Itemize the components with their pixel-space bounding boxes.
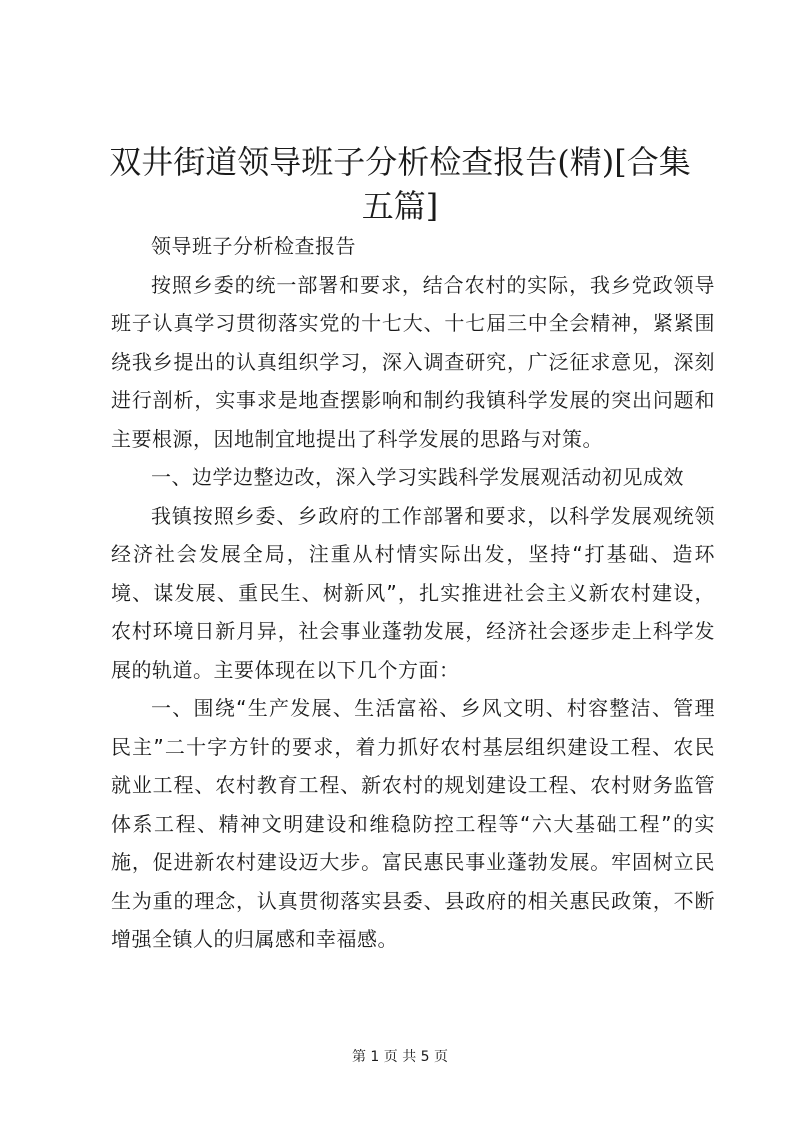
document-body [111,227,715,959]
intro-paragraph: 按照乡委的统一部署和要求，结合农村的实际，我乡党政领导班子认真学习贯彻落实党的十七大、十七届三中全会精神，紧紧围绕我乡提出的认真组织学习，深入调查研究，广泛征求意见，深刻进行剖析，实事求是地查摆影响和制约我镇科学发展的突出问题和主要根源，因地制宜地提出了科学发展的思路与对策。 [111,272,715,451]
document-title: 双井街道领导班子分析检查报告(精)[合集五篇] [109,143,691,225]
subsection-heading: 一、边学边整边改，深入学习实践科学发展观活动初见成效 [151,465,684,489]
body-paragraph: 一、围绕“生产发展、生活富裕、乡风文明、村容整洁、管理民主”二十字方针的要求，着力抓好农村基层组织建设工程、农民就业工程、农村教育工程、新农村的规划建设工程、农村财务监管体系工程、精神文明建设和维稳防控工程等“六大基础工程”的实施，促进新农村建设迈大步。富民惠民事业蓬勃发展。牢固树立民生为重的理念，认真贯彻落实县委、县政府的相关惠民政策，不断增强全镇人的归属感和幸福感。 [111,696,715,951]
body-paragraph: 我镇按照乡委、乡政府的工作部署和要求，以科学发展观统领经济社会发展全局，注重从村情实际出发，坚持“打基础、造环境、谋发展、重民生、树新风”，扎实推进社会主义新农村建设，农村环境日新月异，社会事业蓬勃发展，经济社会逐步走上科学发展的轨道。主要体现在以下几个方面： [111,503,715,682]
section-heading: 领导班子分析检查报告 [151,234,356,258]
page-footer: 第 1 页 共 5 页 [351,1049,449,1065]
